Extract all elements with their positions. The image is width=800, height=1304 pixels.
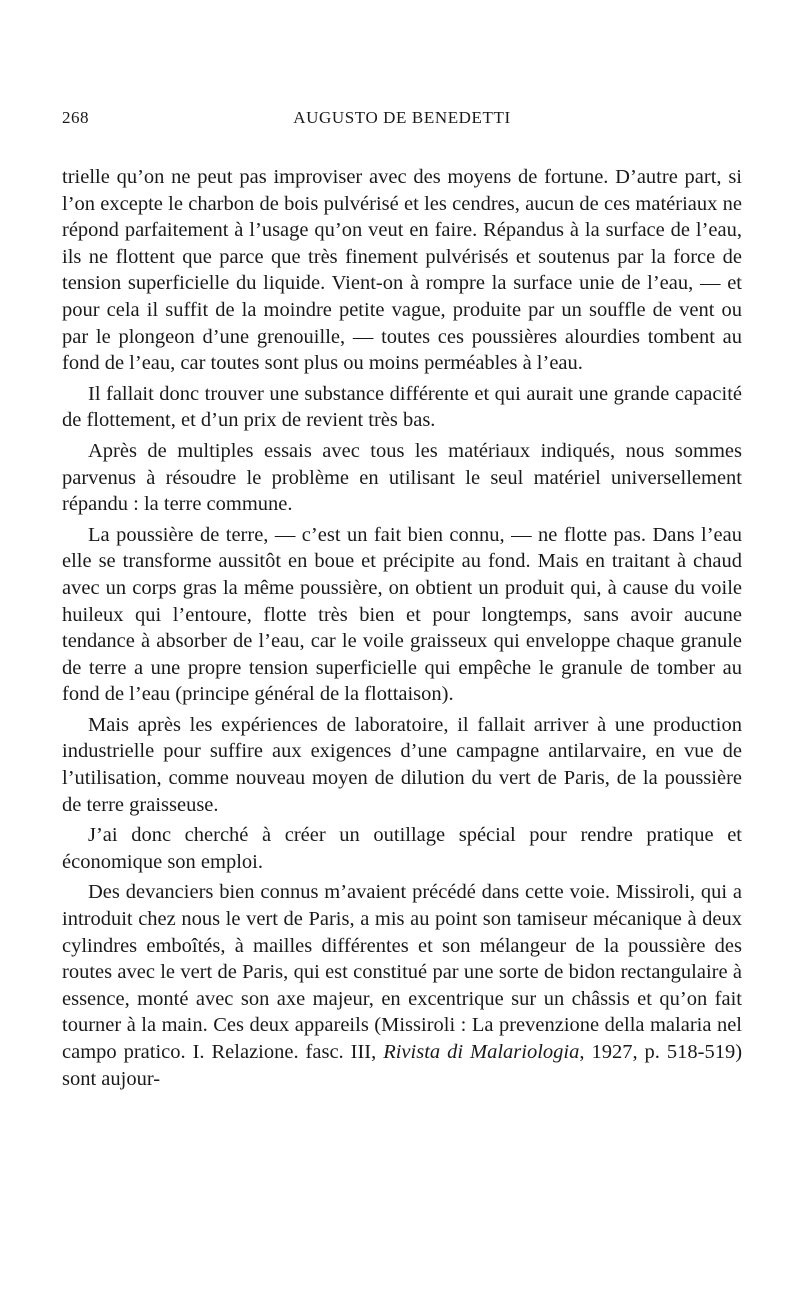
running-head <box>62 108 742 136</box>
paragraph-7-text-after: , 1927, p. 518-519) sont aujour- <box>62 1041 743 1090</box>
paragraph-5: Mais après les expériences de laboratoire, il fallait arriver à une production industrielle pour suffire aux exigences d’une campagne antilarvaire, en vue de l’utilisation, comme nouveau moyen de dilution du vert de Paris, de la poussière de terre graisseuse. <box>62 713 742 816</box>
paragraph-6: J’ai donc cherché à créer un outillage spécial pour rendre pratique et économique son emploi. <box>62 824 742 873</box>
paragraph-1: trielle qu’on ne peut pas improviser avec des moyens de fortune. D’autre part, si l’on excepte le charbon de bois pulvérisé et les cendres, aucun de ces matériaux ne répond parfaitement à l’usage qu’on veut en faire. Répandus à la surface de l’eau, ils ne flottent que parce que très finement pulvérisés et soutenus par la force de tension superficielle du liquide. Vient-on à rompre la surface unie de l’eau, — et pour cela il suffit de la moindre petite vague, produite par un souffle de vent ou par le plongeon d’une grenouille, — toutes ces poussières alourdies tombent au fond de l’eau, car toutes sont plus ou moins perméables à l’eau. <box>62 166 742 375</box>
running-title: AUGUSTO DE BENEDETTI <box>293 108 511 127</box>
paragraph-7-text-before: Des devanciers bien connus m’avaient précédé dans cette voie. Missiroli, qui a introduit chez nous le vert de Paris, a mis au point son tamiseur mécanique à deux cylindres emboîtés, à mailles différentes et son mélangeur de la poussière des routes avec le vert de Paris, qui est constitué par une sorte de bidon rectangulaire à essence, monté avec son axe majeur, en excentrique sur un châssis et qu’on fait tourner à la main. Ces deux appareils (Missiroli : La prevenzione della malaria nel campo pratico. I. Relazione. fasc. III, <box>62 881 742 1063</box>
page-number: 268 <box>62 108 89 127</box>
body-text <box>62 164 742 1092</box>
paragraph-3: Après de multiples essais avec tous les matériaux indiqués, nous sommes parvenus à résoudre le problème en utilisant le seul matériel universellement répandu : la terre commune. <box>62 439 742 516</box>
paragraph-2: Il fallait donc trouver une substance différente et qui aurait une grande capacité de flottement, et d’un prix de revient très bas. <box>62 382 742 432</box>
paragraph-7 <box>62 879 742 1092</box>
paragraph-4: La poussière de terre, — c’est un fait bien connu, — ne flotte pas. Dans l’eau elle se transforme aussitôt en boue et précipite au fond. Mais en traitant à chaud avec un corps gras la même poussière, on obtient un produit qui, à cause du voile huileux qui l’entoure, flotte très bien et pour longtemps, sans avoir aucune tendance à absorber de l’eau, car le voile graisseux qui enveloppe chaque granule de terre a une propre tension superficielle qui empêche le granule de tomber au fond de l’eau (principe général de la flottaison). <box>62 523 742 706</box>
page <box>62 108 742 1092</box>
journal-title: Rivista di Malariologia <box>383 1041 580 1063</box>
